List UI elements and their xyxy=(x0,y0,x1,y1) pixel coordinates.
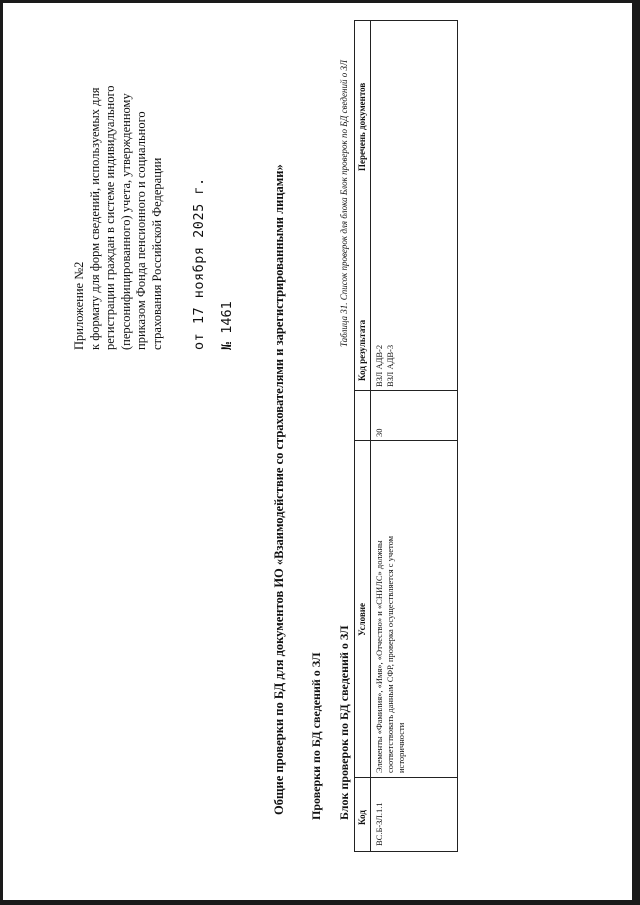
condition-line: соответствовать данным СФР, проверка осуществляется с учетом xyxy=(385,535,395,773)
order-date xyxy=(191,177,207,350)
condition-line: Элементы «Фамилия», «Имя», «Отчество» и «СНИЛС» должны xyxy=(374,540,384,773)
row-code: ВС.Б-ЗЛ.1.1 xyxy=(374,802,384,846)
scan-border-top xyxy=(0,0,640,3)
subsection-heading: Блок проверок по БД сведений о ЗЛ xyxy=(337,625,351,820)
condition-line: историчности xyxy=(396,722,406,773)
row-result-code: 30 xyxy=(374,428,384,437)
section-heading: Проверки по БД сведений о ЗЛ xyxy=(309,652,323,820)
order-date-prefix: от xyxy=(191,332,207,350)
order-number-prefix: № xyxy=(219,341,235,350)
table-header-code: Код xyxy=(357,810,367,825)
appendix-line: к формату для форм сведений, используемых для xyxy=(87,87,102,350)
table-header-documents: Перечень документов xyxy=(357,82,367,171)
document-item: ВЗЛ АДВ-3 xyxy=(385,344,395,387)
checks-table xyxy=(354,20,458,852)
table-caption: Таблица 31. Список проверок для блока Блок проверок по БД сведений о ЗЛ xyxy=(339,60,349,347)
appendix-line: страхования Российской Федерации xyxy=(149,157,164,350)
document-item: ВЗЛ АДВ-2 xyxy=(374,344,384,387)
scan-border-left xyxy=(0,0,3,905)
table-header-result-code: Код результата xyxy=(357,319,367,381)
table-header-condition: Условие xyxy=(357,603,367,636)
order-number xyxy=(219,301,235,350)
row-documents xyxy=(374,345,396,387)
appendix-line: (персонифицированного) учета, утвержденному xyxy=(118,93,133,350)
rotated-document-page xyxy=(14,5,624,895)
appendix-line: регистрации граждан в системе индивидуального xyxy=(103,85,117,350)
scan-border-bottom xyxy=(0,900,640,905)
appendix-block xyxy=(72,10,165,350)
appendix-line: Приложение №2 xyxy=(72,261,86,350)
document-title: Общие проверки по БД для документов ИО «Взаимодействие со страхователями и зарегистрированными лицами» xyxy=(272,164,286,815)
order-number-value: 1461 xyxy=(219,301,235,334)
row-condition xyxy=(374,445,407,773)
appendix-line: приказом Фонда пенсионного и социального xyxy=(134,111,148,350)
table-header-divider xyxy=(370,21,371,851)
scan-border-right xyxy=(632,0,640,905)
order-date-value: 17 ноября 2025 г. xyxy=(191,177,207,325)
